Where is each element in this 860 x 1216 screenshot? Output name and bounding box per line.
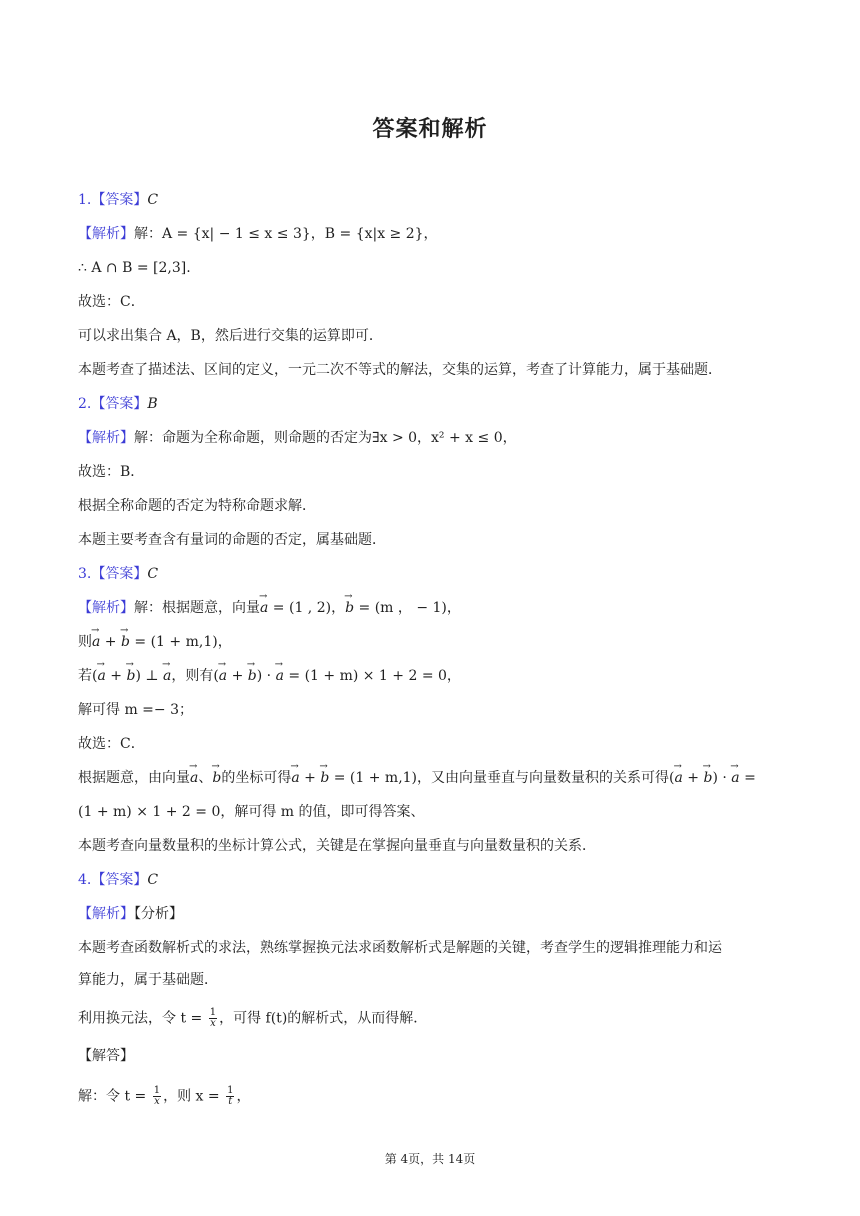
- q3-text: = (1 , 2)，: [268, 600, 346, 616]
- q4-line-5: [78, 1086, 250, 1107]
- vector-a: → a: [276, 666, 284, 686]
- jieda-label: 【解答】: [78, 1048, 134, 1064]
- answer-label: 【答案】: [91, 192, 148, 208]
- q3-text: 本题考查向量数量积的坐标计算公式，关键是在掌握向量垂直与向量数量积的关系．: [78, 838, 596, 854]
- q3-text: 根据题意，由向量: [78, 770, 190, 786]
- q1-text: 解：A = {x| − 1 ≤ x ≤ 3}，B = {x|x ≥ 2}，: [134, 226, 438, 242]
- q3-text: = (1 + m,1)，又由向量垂直与向量数量积的关系可得(: [329, 770, 675, 786]
- fenxi-label: 【分析】: [134, 906, 183, 922]
- fraction-1-over-x: $\frac{1}{x}$: [209, 1007, 217, 1029]
- vector-a: → a: [291, 768, 299, 788]
- fraction-1-over-x: $\frac{1}{x}$: [153, 1085, 161, 1107]
- q2-number: 2.: [78, 396, 92, 412]
- vector-a: → a: [163, 666, 171, 686]
- q1-text: 可以求出集合 A，B，然后进行交集的运算即可．: [78, 328, 383, 344]
- q4-text: 算能力，属于基础题．: [78, 972, 218, 988]
- q1-number: 1.: [78, 192, 92, 208]
- q1-text: 本题考查了描述法、区间的定义，一元二次不等式的解法，交集的运算，考查了计算能力，属于基础题．: [78, 362, 722, 378]
- q2-answer-line: [78, 394, 158, 414]
- vector-b: → b: [121, 632, 130, 652]
- vector-b: → b: [345, 598, 354, 618]
- answer-label: 【答案】: [91, 872, 148, 888]
- q4-text: 利用换元法，令 t =: [78, 1010, 207, 1027]
- vector-b: → b: [126, 666, 135, 686]
- q3-text: ，则有(: [171, 668, 219, 684]
- q3-text: ) ⊥: [135, 668, 163, 684]
- q3-text: (1 + m) × 1 + 2 = 0，解可得 m 的值，即可得答案、: [78, 804, 425, 820]
- q3-number: 3.: [78, 566, 92, 582]
- q4-text: 解：令 t =: [78, 1088, 151, 1105]
- vector-a: → a: [260, 598, 268, 618]
- q4-text: ，: [236, 1088, 251, 1105]
- vector-a: → a: [674, 768, 682, 788]
- q3-text: =: [739, 770, 756, 786]
- fraction-1-over-t: $\frac{1}{t}$: [227, 1085, 234, 1107]
- q1-text: 故选：C．: [78, 294, 145, 310]
- q4-line-3: [78, 1008, 427, 1029]
- vector-b: → b: [248, 666, 257, 686]
- q3-text: 解：根据题意，向量: [134, 600, 260, 616]
- vector-a: → a: [97, 666, 105, 686]
- vector-a: → a: [190, 768, 198, 788]
- q4-answer-line: [78, 870, 158, 890]
- vector-b: → b: [212, 768, 221, 788]
- q3-text: 则: [78, 634, 92, 650]
- q3-text: = (1 + m) × 1 + 2 = 0，: [283, 668, 461, 684]
- q3-answer-line: [78, 564, 158, 584]
- q4-text: 本题考查函数解析式的求法，熟练掌握换元法求函数解析式是解题的关键，考查学生的逻辑推理能力和运: [78, 940, 722, 956]
- q3-text: 的坐标可得: [221, 770, 292, 786]
- q1-text: ∴ A ∩ B = [2,3].: [78, 260, 191, 276]
- q2-text: 解：命题为全称命题，则命题的否定为∃x > 0，x² + x ≤ 0，: [134, 430, 517, 446]
- q3-text: 若(: [78, 668, 98, 684]
- q2-text: 本题主要考查含有量词的命题的否定，属基础题．: [78, 532, 386, 548]
- q4-answer: C: [147, 872, 159, 888]
- q2-text: 故选：B．: [78, 464, 145, 480]
- vector-a: → a: [731, 768, 739, 788]
- q2-answer: B: [147, 396, 158, 412]
- vector-b: → b: [320, 768, 329, 788]
- q3-line-6: 根据题意，由向量→ a、→ b的坐标可得→ a + → b = (1 + m,1)，又由向量垂直与向量数量积的关系可得(→ a + → b) · → a =: [78, 768, 756, 788]
- q3-analysis-line: [78, 598, 461, 618]
- page-footer: 第 4页，共 14页: [384, 1152, 476, 1166]
- analysis-label: 【解析】: [78, 600, 134, 616]
- analysis-label: 【解析】: [78, 430, 134, 446]
- q3-line-3: 若(→ a + → b) ⊥ → a，则有(→ a + → b) · → a = (1 + m) × 1 + 2 = 0，: [78, 666, 461, 686]
- q3-text: 、: [198, 770, 213, 786]
- q3-text: 故选：C．: [78, 736, 145, 752]
- q1-analysis-line: [78, 224, 438, 244]
- q4-text: ，则 x =: [163, 1088, 225, 1105]
- answer-label: 【答案】: [91, 396, 148, 412]
- q3-answer: C: [147, 566, 159, 582]
- vector-a: → a: [92, 632, 100, 652]
- analysis-label: 【解析】: [78, 906, 134, 922]
- answer-label: 【答案】: [91, 566, 148, 582]
- q4-analysis-line: [78, 904, 183, 924]
- q3-text: 解可得 m =− 3；: [78, 702, 193, 718]
- analysis-label: 【解析】: [78, 226, 134, 242]
- q4-number: 4.: [78, 872, 92, 888]
- q2-analysis-line: [78, 428, 517, 448]
- vector-b: → b: [703, 768, 712, 788]
- vector-a: → a: [219, 666, 227, 686]
- q1-answer: C: [147, 192, 159, 208]
- q4-text: ，可得 f(t)的解析式，从而得解．: [219, 1010, 428, 1027]
- q3-line-2: 则→ a + → b = (1 + m,1)，: [78, 632, 232, 652]
- q3-text: = (1 + m,1)，: [129, 634, 232, 650]
- q2-text: 根据全称命题的否定为特称命题求解．: [78, 498, 316, 514]
- page-title: 答案和解析: [372, 116, 488, 142]
- q3-text: = (m ， − 1)，: [354, 600, 461, 616]
- q1-answer-line: [78, 190, 158, 210]
